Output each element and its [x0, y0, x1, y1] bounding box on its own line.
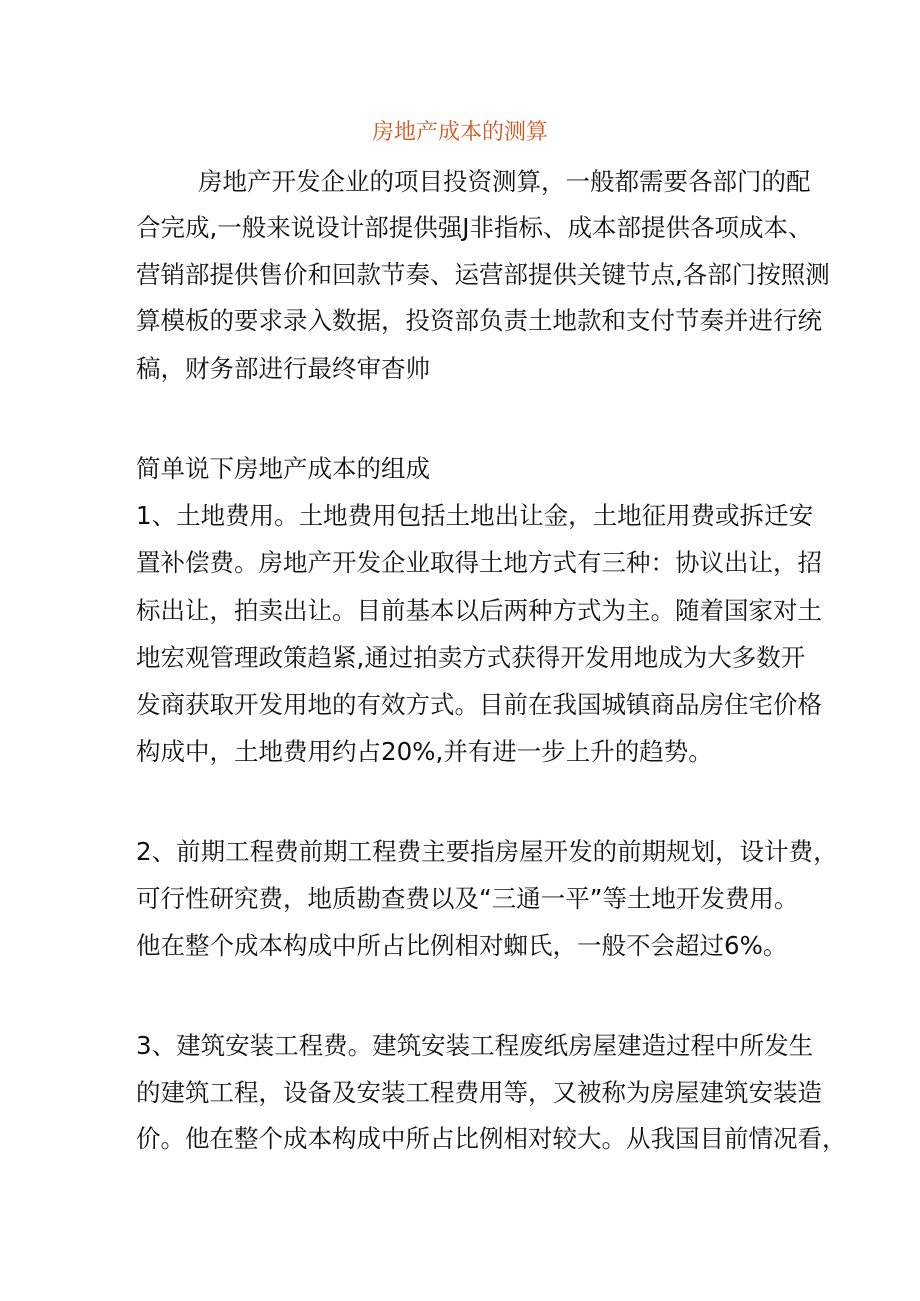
- intro-line-1: 房地产开发企业的项目投资测算，一般都需要各部门的配: [198, 167, 811, 196]
- item2-line-3: 他在整个成本构成中所占比例相对蜘氏，一般不会超过6%。: [136, 931, 788, 960]
- intro-line-2: 合完成,一般来说设计部提供强J非指标、成本部提供各项成本、: [136, 213, 813, 242]
- item1-line-3: 标出让，拍卖出让。目前基本以后两种方式为主。随着国家对土: [136, 596, 822, 625]
- item3-line-3: 价。他在整个成本构成中所占比例相对较大。从我国目前情况看，: [136, 1124, 847, 1153]
- section-heading: 简单说下房地产成本的组成: [136, 454, 430, 483]
- item1-line-6: 构成中，土地费用约占20%,并有进一步上升的趋势。: [136, 737, 713, 766]
- item2-line-2: 可行性研究费，地质勘查费以及“三通一平”等土地开发费用。: [136, 884, 799, 913]
- item3-line-2: 的建筑工程，设备及安装工程费用等，又被称为房屋建筑安装造: [136, 1078, 822, 1107]
- item2-line-1: 2、前期工程费前期工程费主要指房屋开发的前期规划，设计费，: [136, 837, 838, 866]
- document-title: 房地产成本的测算: [371, 120, 548, 145]
- intro-line-4: 算模板的要求录入数据，投资部负责土地款和支付节奏并进行统: [136, 306, 822, 335]
- item1-line-5: 发商获取开发用地的有效方式。目前在我国城镇商品房住宅价格: [136, 690, 822, 719]
- item1-line-1: 1、土地费用。土地费用包括土地出让金，土地征用费或拆迁安: [136, 501, 814, 530]
- intro-line-3: 营销部提供售价和回款节奏、运营部提供关键节点,各部门按照测: [136, 260, 830, 289]
- intro-line-5: 稿，财务部进行最终审杳帅: [136, 354, 430, 383]
- item1-line-2: 置补偿费。房地产开发企业取得土地方式有三种：协议出让，招: [136, 548, 822, 577]
- item1-line-4: 地宏观管理政策趋紧,通过拍卖方式获得开发用地成为大多数开: [136, 643, 806, 672]
- item3-line-1: 3、建筑安装工程费。建筑安装工程废纸房屋建造过程中所发生: [136, 1031, 814, 1060]
